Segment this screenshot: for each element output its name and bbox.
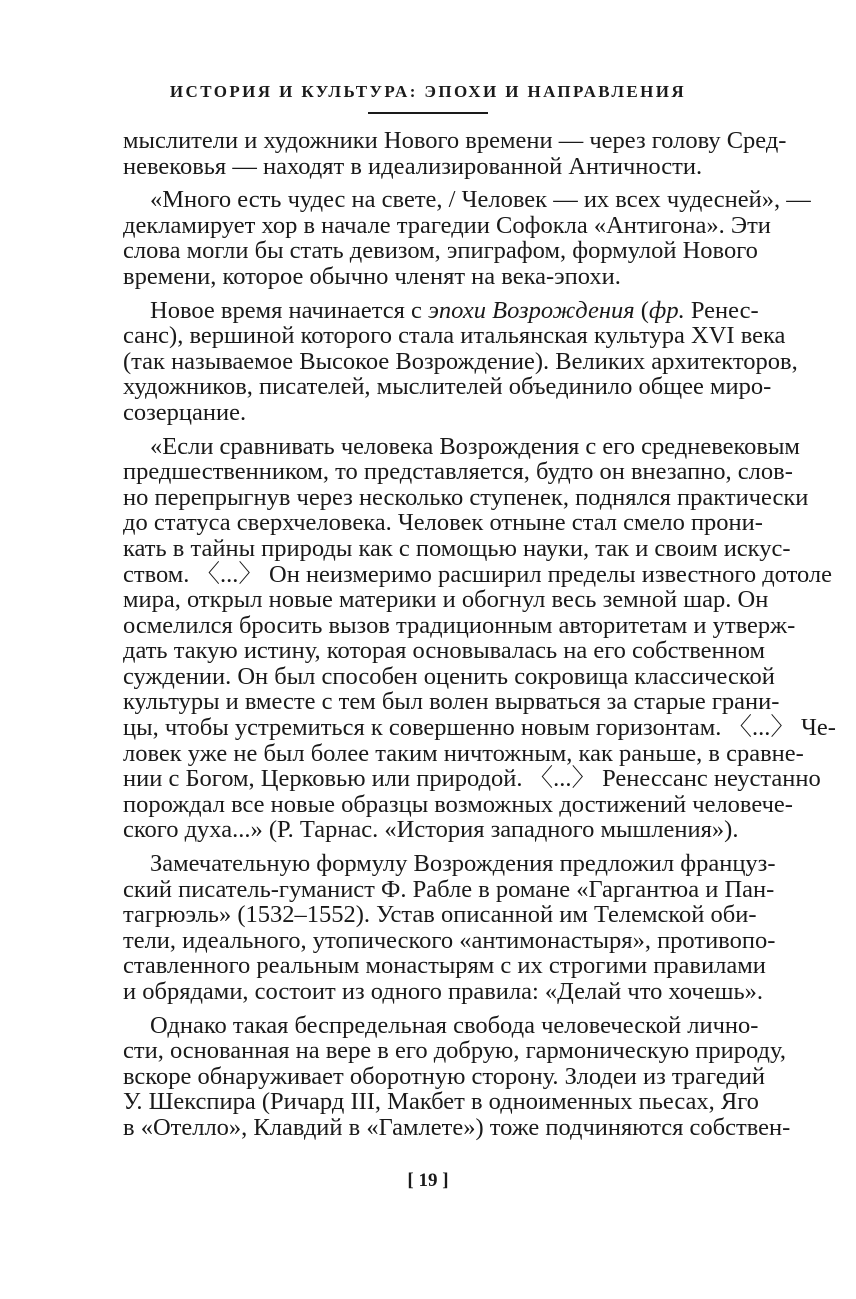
text-line: ставленного реальным монастырям с их строгими правилами: [123, 952, 766, 980]
text-line: предшественником, то представляется, будто он внезапно, слов-: [123, 458, 793, 486]
text-line: культуры и вместе с тем был волен вырваться за старые грани-: [123, 688, 780, 716]
paragraph: [123, 850, 776, 1005]
paragraph: [123, 432, 836, 844]
text-line: созерцание.: [123, 398, 247, 426]
text-line: тели, идеального, утопического «антимонастыря», противопо-: [123, 926, 776, 954]
text-line: ством. 〈...〉 Он неизмеримо расширил пределы известного дотоле: [123, 560, 833, 588]
text-line: осмелился бросить вызов традиционным авторитетам и утверж-: [123, 611, 796, 639]
text-run: (: [634, 296, 649, 324]
paragraph: [123, 1011, 791, 1141]
text-line: мыслители и художники Нового времени — через голову Сред-: [123, 127, 787, 154]
text-line: (так называемое Высокое Возрождение). Великих архитекторов,: [123, 347, 798, 375]
text-line: санс), вершиной которого стала итальянская культура XVI века: [123, 322, 786, 350]
text-line: художников, писателей, мыслителей объединило общее миро-: [123, 373, 772, 401]
paragraph: [123, 296, 798, 426]
text-line: мира, открыл новые материки и обогнул весь земной шар. Он: [123, 586, 769, 614]
text-line: «Много есть чудес на свете, / Человек — их всех чудесней», —: [150, 186, 811, 214]
text-line: Однако такая беспредельная свобода человеческой лично-: [150, 1011, 759, 1039]
text-line: и обрядами, состоит из одного правила: «Делай что хочешь».: [123, 978, 764, 1005]
text-line: сти, основанная на вере в его добрую, гармоническую природу,: [123, 1037, 786, 1065]
text-line: вскоре обнаруживает оборотную сторону. Злодеи из трагедий: [123, 1062, 765, 1090]
text-line: но перепрыгнув через несколько ступенек, поднялся практически: [123, 483, 809, 511]
paragraph: [123, 186, 811, 290]
body-text: [123, 127, 836, 1141]
text-line: суждении. Он был способен оценить сокровища классической: [123, 662, 775, 690]
text-line: дать такую истину, которая основывалась на его собственном: [123, 637, 766, 665]
text-run: Ренес-: [684, 296, 759, 324]
text-line: декламирует хор в начале трагедии Софокла «Антигона». Эти: [123, 211, 771, 239]
text-line: ский писатель-гуманист Ф. Рабле в романе «Гаргантюа и Пан-: [123, 875, 775, 903]
text-line: невековья — находят в идеализированной Античности.: [123, 152, 703, 180]
text-line: времени, которое обычно членят на века-эпохи.: [123, 262, 621, 290]
paragraph: [123, 127, 787, 180]
running-head: ИСТОРИЯ И КУЛЬТУРА: ЭПОХИ И НАПРАВЛЕНИЯ: [169, 82, 687, 101]
text-line: ловек уже не был более таким ничтожным, как раньше, в сравне-: [123, 739, 804, 767]
text-line: кать в тайны природы как с помощью науки, так и своим искус-: [123, 534, 791, 562]
text-line: цы, чтобы устремиться к совершенно новым горизонтам. 〈...〉 Че-: [123, 714, 836, 742]
text-line: в «Отелло», Клавдий в «Гамлете») тоже подчиняются собствен-: [123, 1113, 791, 1141]
text-line: до статуса сверхчеловека. Человек отныне стал смело прони-: [123, 509, 763, 537]
page-number: [ 19 ]: [407, 1170, 449, 1191]
italic-term: фр.: [648, 296, 685, 324]
text-line: У. Шекспира (Ричард III, Макбет в одноименных пьесах, Яго: [123, 1088, 759, 1116]
text-line: Замечательную формулу Возрождения предложил француз-: [150, 850, 776, 878]
text-line: тагрюэль» (1532–1552). Устав описанной им Телемской оби-: [123, 901, 757, 929]
header-rule: [368, 112, 488, 114]
text-line: нии с Богом, Церковью или природой. 〈...〉 Ренессанс неустанно: [123, 765, 821, 793]
text-run: Новое время начинается с: [150, 296, 429, 324]
text-line: слова могли бы стать девизом, эпиграфом, формулой Нового: [123, 237, 758, 265]
text-line: ского духа...» (Р. Тарнас. «История западного мышления»).: [123, 816, 739, 844]
text-line: «Если сравнивать человека Возрождения с его средневековым: [150, 432, 800, 460]
italic-term: эпохи Возрождения: [428, 296, 635, 324]
text-line: порождал все новые образцы возможных достижений человече-: [123, 790, 793, 818]
text-line: [123, 296, 759, 324]
